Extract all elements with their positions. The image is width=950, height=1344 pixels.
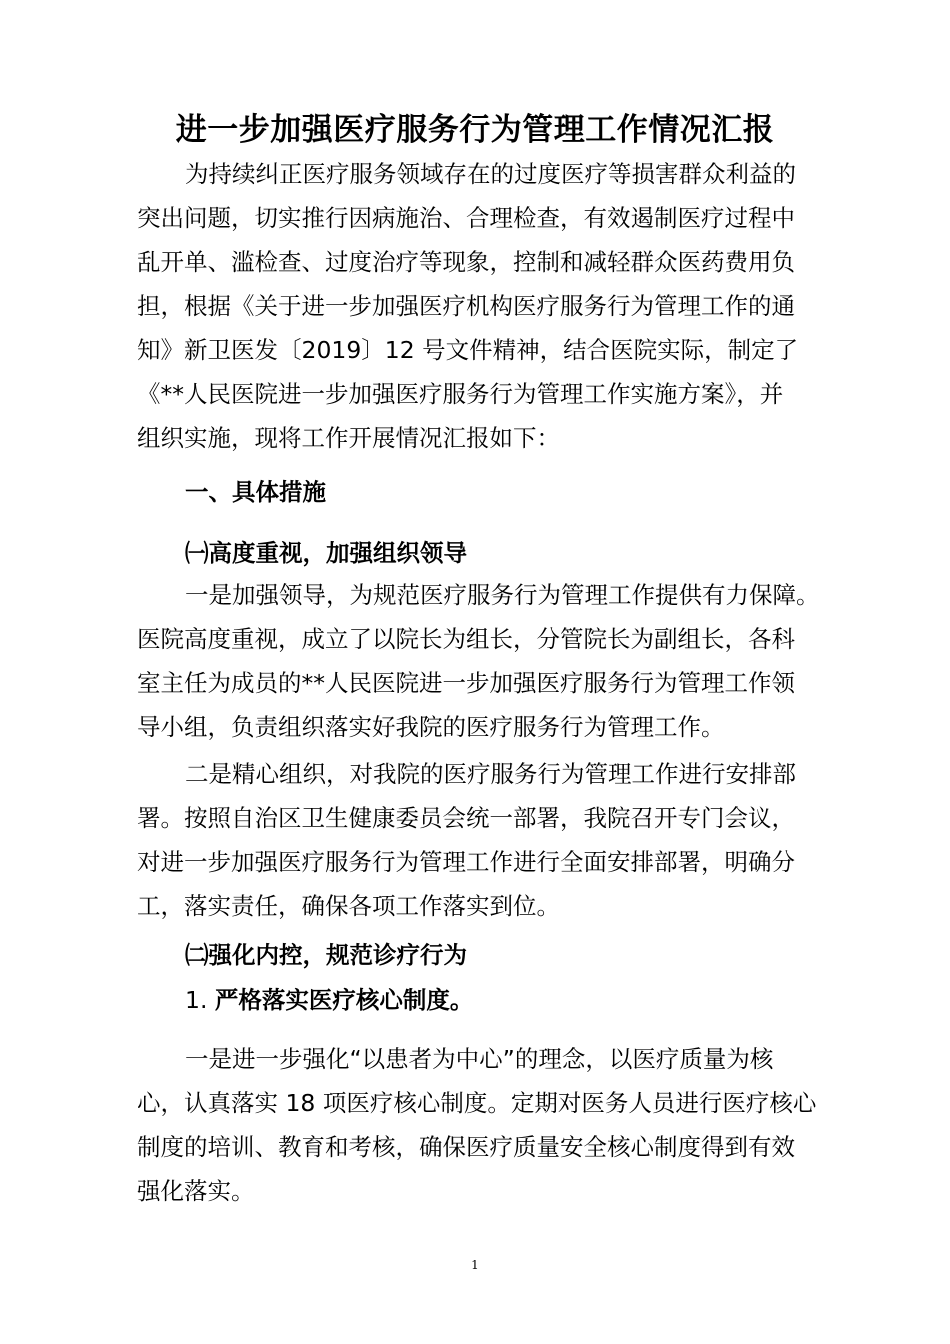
- intro-line: 突出问题，切实推行因病施治、合理检查，有效遏制医疗过程中: [137, 204, 795, 232]
- subsection-heading: ㈡强化内控，规范诊疗行为: [185, 941, 467, 969]
- numbered-item: [185, 978, 473, 1022]
- intro-line: 为持续纠正医疗服务领域存在的过度医疗等损害群众利益的: [185, 160, 796, 188]
- paragraph-line: 室主任为成员的**人民医院进一步加强医疗服务行为管理工作领: [137, 669, 795, 697]
- item-number: 1.: [185, 986, 208, 1014]
- paragraph-line: 制度的培训、教育和考核，确保医疗质量安全核心制度得到有效: [137, 1133, 795, 1161]
- subsection-heading: ㈠高度重视，加强组织领导: [185, 539, 467, 567]
- paragraph-line: 对进一步加强医疗服务行为管理工作进行全面安排部署，明确分: [137, 848, 795, 876]
- paragraph-line: 一是加强领导，为规范医疗服务行为管理工作提供有力保障。: [185, 581, 820, 609]
- intro-line: 乱开单、滥检查、过度治疗等现象，控制和减轻群众医药费用负: [137, 248, 795, 276]
- intro-line: 组织实施，现将工作开展情况汇报如下：: [137, 424, 560, 452]
- paragraph-line: 导小组，负责组织落实好我院的医疗服务行为管理工作。: [137, 713, 725, 741]
- document-title: 进一步加强医疗服务行为管理工作情况汇报: [175, 112, 775, 148]
- section-heading: 一、具体措施: [185, 478, 326, 506]
- paragraph-line: 一是进一步强化“以患者为中心”的理念，以医疗质量为核: [185, 1045, 774, 1073]
- paragraph-line: 心，认真落实 18 项医疗核心制度。定期对医务人员进行医疗核心: [137, 1089, 817, 1117]
- intro-line: 知》新卫医发〔2019〕12 号文件精神，结合医院实际，制定了: [137, 336, 799, 364]
- paragraph-line: 工，落实责任，确保各项工作落实到位。: [137, 892, 560, 920]
- page-number: 1: [471, 1258, 479, 1272]
- item-text: 严格落实医疗核心制度。: [214, 986, 474, 1014]
- intro-line: 担，根据《关于进一步加强医疗机构医疗服务行为管理工作的通: [137, 292, 795, 320]
- paragraph-line: 署。按照自治区卫生健康委员会统一部署，我院召开专门会议，: [137, 804, 795, 832]
- intro-line: 《**人民医院进一步加强医疗服务行为管理工作实施方案》，并: [137, 380, 784, 408]
- paragraph-line: 强化落实。: [137, 1177, 255, 1205]
- paragraph-line: 二是精心组织，对我院的医疗服务行为管理工作进行安排部: [185, 760, 796, 788]
- paragraph-line: 医院高度重视，成立了以院长为组长，分管院长为副组长，各科: [137, 625, 795, 653]
